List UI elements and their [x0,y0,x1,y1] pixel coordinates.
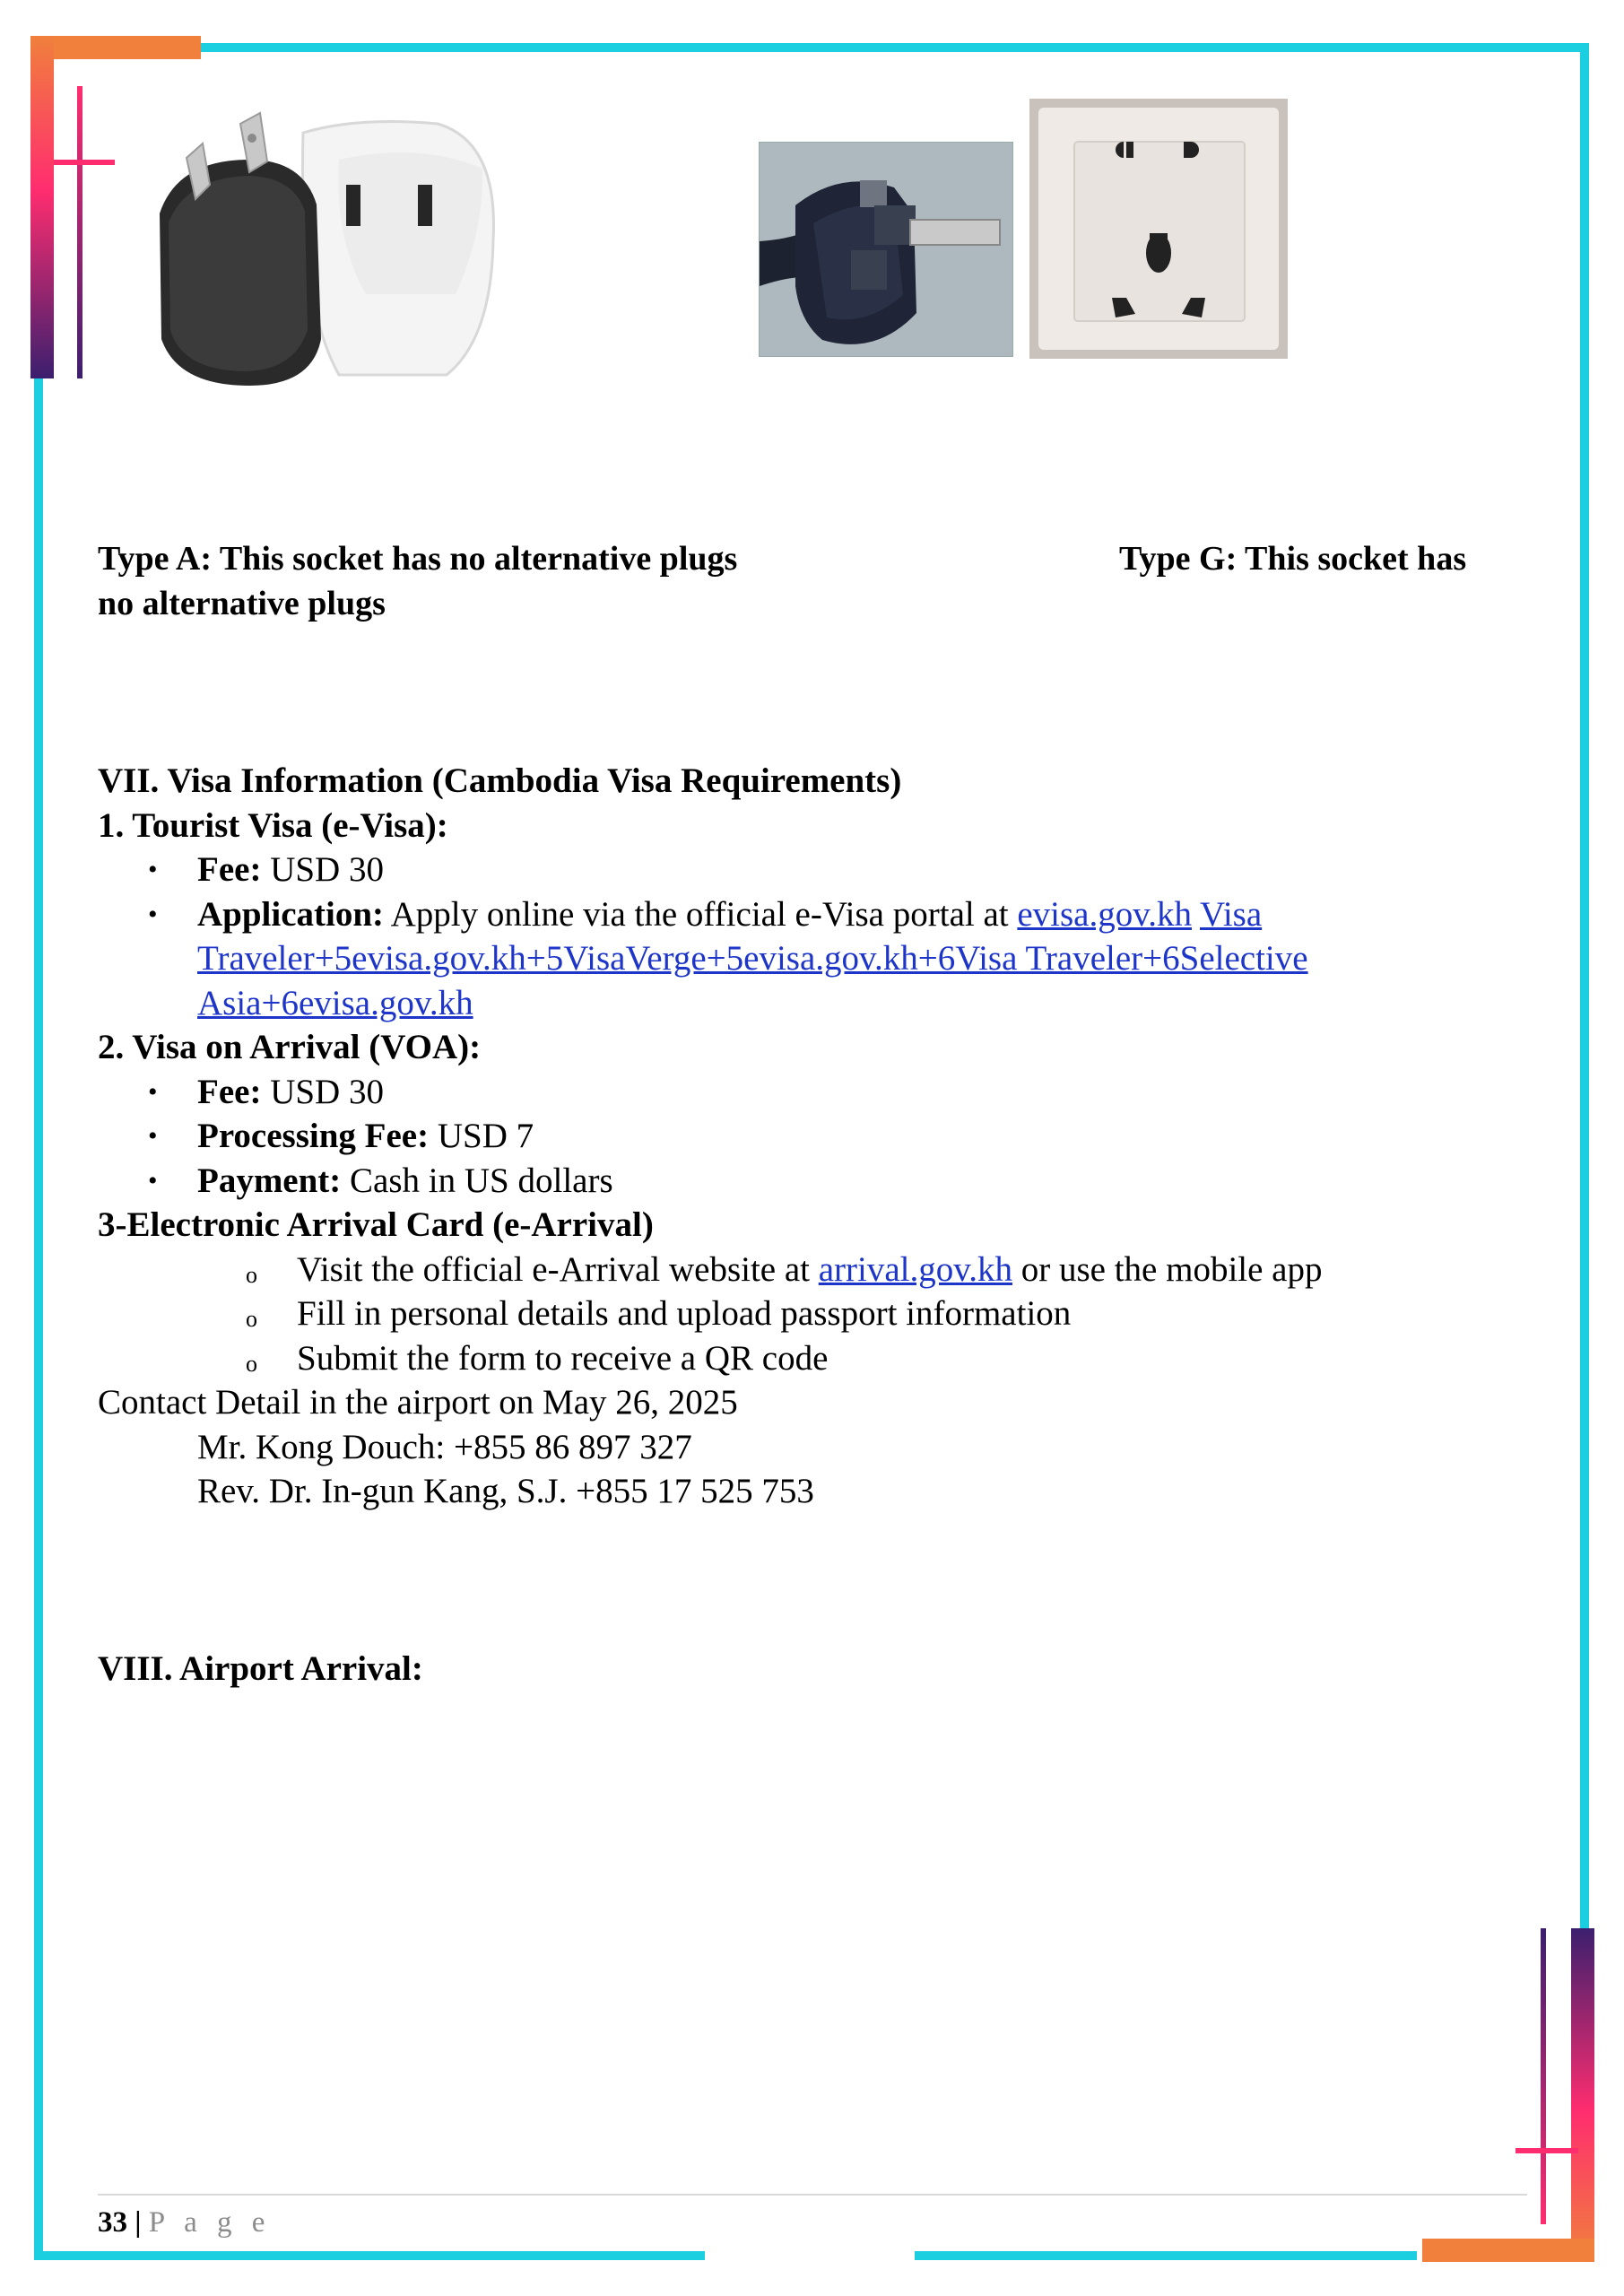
caption-type-a: Type A: This socket has no alternative plugs [98,540,738,578]
circle-bullet-icon: o [246,1261,257,1288]
corner-thin-horizontal-right [1515,2148,1578,2153]
payment-value: Cash in US dollars [341,1161,613,1200]
processing-fee-value: USD 7 [429,1117,534,1155]
e-arrival-item-1-post: or use the mobile app [1012,1249,1323,1289]
voa-fee-label: Fee: [197,1072,262,1111]
fee-label: Fee: [197,850,262,889]
application-text: Apply online via the official e-Visa portal at [384,894,1018,934]
list-item [98,848,1533,892]
corner-bar-left-gradient [30,36,54,378]
contact-person-2: Rev. Dr. In-gun Kang, S.J. +855 17 525 753 [197,1472,814,1510]
application-label: Application: [197,894,385,934]
e-arrival-item-2: Fill in personal details and upload passport information [297,1294,1072,1333]
section-7-title: VII. Visa Information (Cambodia Visa Requirements) [98,761,902,800]
corner-thin-vertical-right [1541,1928,1546,2224]
list-item [98,1248,1533,1292]
list-item [98,1114,1533,1159]
fee-value: USD 30 [261,850,384,889]
e-arrival-heading: 3-Electronic Arrival Card (e-Arrival) [98,1205,654,1244]
footer-divider [98,2194,1527,2196]
document-body [98,759,1533,1692]
list-item [98,1070,1533,1115]
corner-bar-right-gradient [1571,1928,1594,2260]
voa-heading: 2. Visa on Arrival (VOA): [98,1028,482,1066]
page-word: P a g e [148,2206,272,2239]
payment-label: Payment: [197,1161,342,1200]
bullet-icon: • [148,1121,158,1151]
bullet-icon: • [148,899,158,929]
circle-bullet-icon: o [246,1306,257,1332]
list-item [98,1336,1533,1381]
footer-separator: | [127,2206,149,2239]
type-a-plug-image [151,106,499,396]
bullet-icon: • [148,1165,158,1196]
voa-fee-value: USD 30 [261,1072,384,1111]
bullet-icon: • [148,1076,158,1107]
processing-fee-label: Processing Fee: [197,1117,430,1155]
list-item [98,892,1533,1026]
visa-traveler-link[interactable]: Visa Traveler+5evisa.gov.kh+5VisaVerge+5evisa.gov.kh+6Visa Traveler+6Selective Asia+6evisa.gov.kh [197,894,1308,1022]
page-number: 33 [98,2206,127,2239]
tourist-visa-heading: 1. Tourist Visa (e-Visa): [98,805,448,845]
evisa-link[interactable]: evisa.gov.kh [1017,894,1192,934]
caption-wrap: no alternative plugs [98,585,386,622]
frame-top [197,43,1589,52]
corner-orange-bottom [1422,2239,1594,2262]
multi-socket-image [1029,99,1288,359]
frame-bottom-left [34,2251,705,2260]
page-footer [98,2205,271,2240]
corner-orange-top [30,36,201,59]
frame-bottom-right [915,2251,1417,2260]
circle-bullet-icon: o [246,1350,257,1377]
frame-left [34,377,43,2260]
e-arrival-item-3: Submit the form to receive a QR code [297,1338,829,1378]
corner-thin-horizontal [54,160,115,165]
e-arrival-item-1-pre: Visit the official e-Arrival website at [297,1249,819,1289]
frame-right [1580,43,1589,1935]
bullet-icon: • [148,855,158,884]
section-8-title: VIII. Airport Arrival: [98,1649,423,1688]
list-item [98,1292,1533,1336]
caption-type-g: Type G: This socket has [1119,540,1467,578]
contact-person-1: Mr. Kong Douch: +855 86 897 327 [197,1427,692,1466]
arrival-gov-link[interactable]: arrival.gov.kh [818,1249,1012,1289]
type-g-plug-image [759,142,1013,357]
list-item [98,1159,1533,1204]
contact-intro: Contact Detail in the airport on May 26, 2025 [98,1383,738,1422]
corner-thin-vertical [77,86,83,378]
